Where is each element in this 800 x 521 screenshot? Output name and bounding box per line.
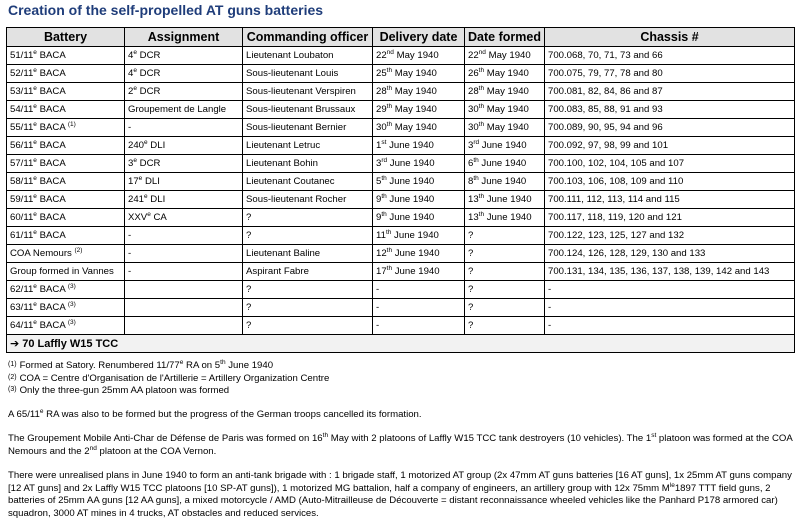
table-row [7, 317, 795, 335]
cell-date-formed: ? [465, 245, 545, 263]
table-row [7, 281, 795, 299]
cell-delivery-date: 1st June 1940 [373, 137, 465, 155]
table-row [7, 245, 795, 263]
cell-date-formed: 3rd June 1940 [465, 137, 545, 155]
cell-chassis: 700.068, 70, 71, 73 and 66 [545, 47, 795, 65]
cell-date-formed: 30th May 1940 [465, 119, 545, 137]
table-total-row [7, 335, 795, 353]
cell-assignment [125, 281, 243, 299]
table-row [7, 227, 795, 245]
cell-battery: 54/11e BACA [7, 101, 125, 119]
cell-battery: 61/11e BACA [7, 227, 125, 245]
cell-commanding-officer: Lieutenant Letruc [243, 137, 373, 155]
col-header-date-formed: Date formed [465, 28, 545, 47]
paragraph-2: The Groupement Mobile Anti-Char de Défense de Paris was formed on 16th May with 2 platoons of Laffly W15 TCC tank destroyers (10 vehicles). The 1st platoon was formed at the COA Nemours and the 2nd platoon at the COA Vernon. [8, 431, 793, 457]
footnote [8, 385, 329, 398]
footnotes [8, 360, 329, 398]
table-header-row [7, 28, 795, 47]
cell-assignment: 4e DCR [125, 47, 243, 65]
cell-commanding-officer: ? [243, 281, 373, 299]
cell-chassis: 700.122, 123, 125, 127 and 132 [545, 227, 795, 245]
cell-chassis: - [545, 281, 795, 299]
table-row [7, 65, 795, 83]
cell-delivery-date: - [373, 317, 465, 335]
cell-delivery-date: 17th June 1940 [373, 263, 465, 281]
cell-chassis: - [545, 299, 795, 317]
batteries-table [6, 27, 795, 353]
cell-chassis: 700.100, 102, 104, 105 and 107 [545, 155, 795, 173]
cell-chassis: 700.103, 106, 108, 109 and 110 [545, 173, 795, 191]
cell-assignment [125, 299, 243, 317]
col-header-battery: Battery [7, 28, 125, 47]
cell-battery: 63/11e BACA $^{(3)}$ [7, 299, 125, 317]
footnote-mark: (1) [8, 361, 17, 368]
footnote [8, 360, 329, 373]
footnote-text: Formed at Satory. Renumbered 11/77e RA on 5th June 1940 [19, 358, 274, 371]
col-header-delivery-date: Delivery date [373, 28, 465, 47]
cell-assignment: 4e DCR [125, 65, 243, 83]
cell-assignment: - [125, 227, 243, 245]
cell-chassis: 700.111, 112, 113, 114 and 115 [545, 191, 795, 209]
cell-date-formed: ? [465, 263, 545, 281]
footnote-mark: (2) [8, 373, 17, 381]
cell-battery: 62/11e BACA $^{(3)}$ [7, 281, 125, 299]
cell-battery: 51/11e BACA [7, 47, 125, 65]
cell-assignment: 17e DLI [125, 173, 243, 191]
cell-battery: 55/11e BACA $^{(1)}$ [7, 119, 125, 137]
cell-chassis: 700.124, 126, 128, 129, 130 and 133 [545, 245, 795, 263]
cell-battery: 57/11e BACA [7, 155, 125, 173]
table-row [7, 263, 795, 281]
cell-chassis: 700.075, 79, 77, 78 and 80 [545, 65, 795, 83]
cell-commanding-officer: Lieutenant Baline [243, 245, 373, 263]
footnote [8, 373, 329, 386]
cell-assignment: 2e DCR [125, 83, 243, 101]
col-header-commanding-officer: Commanding officer [243, 28, 373, 47]
cell-chassis: - [545, 317, 795, 335]
table-row [7, 101, 795, 119]
cell-chassis: 700.083, 85, 88, 91 and 93 [545, 101, 795, 119]
cell-commanding-officer: Aspirant Fabre [243, 263, 373, 281]
paragraph-1: A 65/11e RA was also to be formed but the progress of the German troops cancelled its formation. [8, 407, 422, 420]
cell-delivery-date: 28th May 1940 [373, 83, 465, 101]
cell-commanding-officer: Sous-lieutenant Rocher [243, 191, 373, 209]
cell-delivery-date: 11th June 1940 [373, 227, 465, 245]
cell-battery: COA Nemours $^{(2)}$ [7, 245, 125, 263]
cell-commanding-officer: ? [243, 209, 373, 227]
cell-commanding-officer: Sous-lieutenant Verspiren [243, 83, 373, 101]
cell-date-formed: 28th May 1940 [465, 83, 545, 101]
table-row [7, 299, 795, 317]
cell-date-formed: 13th June 1940 [465, 191, 545, 209]
table-row [7, 191, 795, 209]
cell-date-formed: 8th June 1940 [465, 173, 545, 191]
cell-battery: 59/11e BACA [7, 191, 125, 209]
cell-chassis: 700.081, 82, 84, 86 and 87 [545, 83, 795, 101]
cell-delivery-date: - [373, 299, 465, 317]
cell-commanding-officer: ? [243, 227, 373, 245]
cell-delivery-date: 9th June 1940 [373, 209, 465, 227]
cell-date-formed: 22nd May 1940 [465, 47, 545, 65]
cell-assignment [125, 317, 243, 335]
footnote-text: Only the three-gun 25mm AA platoon was formed [19, 385, 230, 396]
table-row [7, 155, 795, 173]
cell-delivery-date: 3rd June 1940 [373, 155, 465, 173]
cell-delivery-date: 9th June 1940 [373, 191, 465, 209]
cell-battery: 60/11e BACA [7, 209, 125, 227]
cell-date-formed: 30th May 1940 [465, 101, 545, 119]
cell-chassis: 700.092, 97, 98, 99 and 101 [545, 137, 795, 155]
cell-assignment: 240e DLI [125, 137, 243, 155]
cell-date-formed: 6th June 1940 [465, 155, 545, 173]
cell-commanding-officer: Lieutenant Coutanec [243, 173, 373, 191]
table-row [7, 47, 795, 65]
cell-battery: 52/11e BACA [7, 65, 125, 83]
cell-commanding-officer: ? [243, 317, 373, 335]
table-row [7, 173, 795, 191]
cell-delivery-date: - [373, 281, 465, 299]
cell-assignment: - [125, 119, 243, 137]
table-row [7, 119, 795, 137]
cell-assignment: 241e DLI [125, 191, 243, 209]
cell-date-formed: ? [465, 227, 545, 245]
cell-battery: 64/11e BACA $^{(3)}$ [7, 317, 125, 335]
cell-delivery-date: 5th June 1940 [373, 173, 465, 191]
arrow-right-icon: ➔ [10, 337, 20, 350]
cell-assignment: XXVe CA [125, 209, 243, 227]
cell-commanding-officer: Sous-lieutenant Bernier [243, 119, 373, 137]
table-row [7, 137, 795, 155]
cell-delivery-date: 22nd May 1940 [373, 47, 465, 65]
cell-chassis: 700.131, 134, 135, 136, 137, 138, 139, 142 and 143 [545, 263, 795, 281]
cell-commanding-officer: Sous-lieutenant Brussaux [243, 101, 373, 119]
cell-date-formed: 26th May 1940 [465, 65, 545, 83]
page-title: Creation of the self-propelled AT guns batteries [8, 2, 324, 18]
cell-assignment: - [125, 245, 243, 263]
total-cell [7, 335, 795, 353]
table-row [7, 83, 795, 101]
cell-delivery-date: 12th June 1940 [373, 245, 465, 263]
cell-assignment: Groupement de Langle [125, 101, 243, 119]
cell-date-formed: ? [465, 299, 545, 317]
cell-commanding-officer: ? [243, 299, 373, 317]
total-label: 70 Laffly W15 TCC [22, 338, 119, 350]
table-row [7, 209, 795, 227]
cell-commanding-officer: Lieutenant Bohin [243, 155, 373, 173]
col-header-chassis: Chassis # [545, 28, 795, 47]
cell-date-formed: 13th June 1940 [465, 209, 545, 227]
footnote-mark: (3) [8, 386, 17, 393]
cell-assignment: - [125, 263, 243, 281]
cell-battery: 56/11e BACA [7, 137, 125, 155]
cell-chassis: 700.089, 90, 95, 94 and 96 [545, 119, 795, 137]
col-header-assignment: Assignment [125, 28, 243, 47]
cell-date-formed: ? [465, 317, 545, 335]
cell-date-formed: ? [465, 281, 545, 299]
cell-chassis: 700.117, 118, 119, 120 and 121 [545, 209, 795, 227]
cell-commanding-officer: Lieutenant Loubaton [243, 47, 373, 65]
cell-commanding-officer: Sous-lieutenant Louis [243, 65, 373, 83]
cell-delivery-date: 30th May 1940 [373, 119, 465, 137]
cell-battery: 53/11e BACA [7, 83, 125, 101]
cell-delivery-date: 25th May 1940 [373, 65, 465, 83]
cell-battery: Group formed in Vannes [7, 263, 125, 281]
cell-assignment: 3e DCR [125, 155, 243, 173]
cell-battery: 58/11e BACA [7, 173, 125, 191]
footnote-text: COA = Centre d'Organisation de l'Artillerie = Artillery Organization Centre [19, 372, 330, 384]
cell-delivery-date: 29th May 1940 [373, 101, 465, 119]
paragraph-3: There were unrealised plans in June 1940 to form an anti-tank brigade with : 1 brigade staff, 1 motorized AT group (2x 47mm AT guns batteries [16 AT guns], 1x 25mm AT guns company [12 AT guns] and 2x Laffly W15 TCC platoons [10 SP-AT guns]), 1 motorized MG battalion, half a company of engineers, an artillery group with 12x 75mm $M^{le}1897$ TTT field guns, 2 batteries of 25mm AA guns [12 AA guns], a mixed motorcycle / AMD (Auto-Mitrailleuse de Découverte = distant reconnaissance wheeled vehicles like the Panhard P178 armored car) squadron, 3000 AT mines in 4 trucks, AT obstacles and reduced services. [8, 470, 792, 519]
